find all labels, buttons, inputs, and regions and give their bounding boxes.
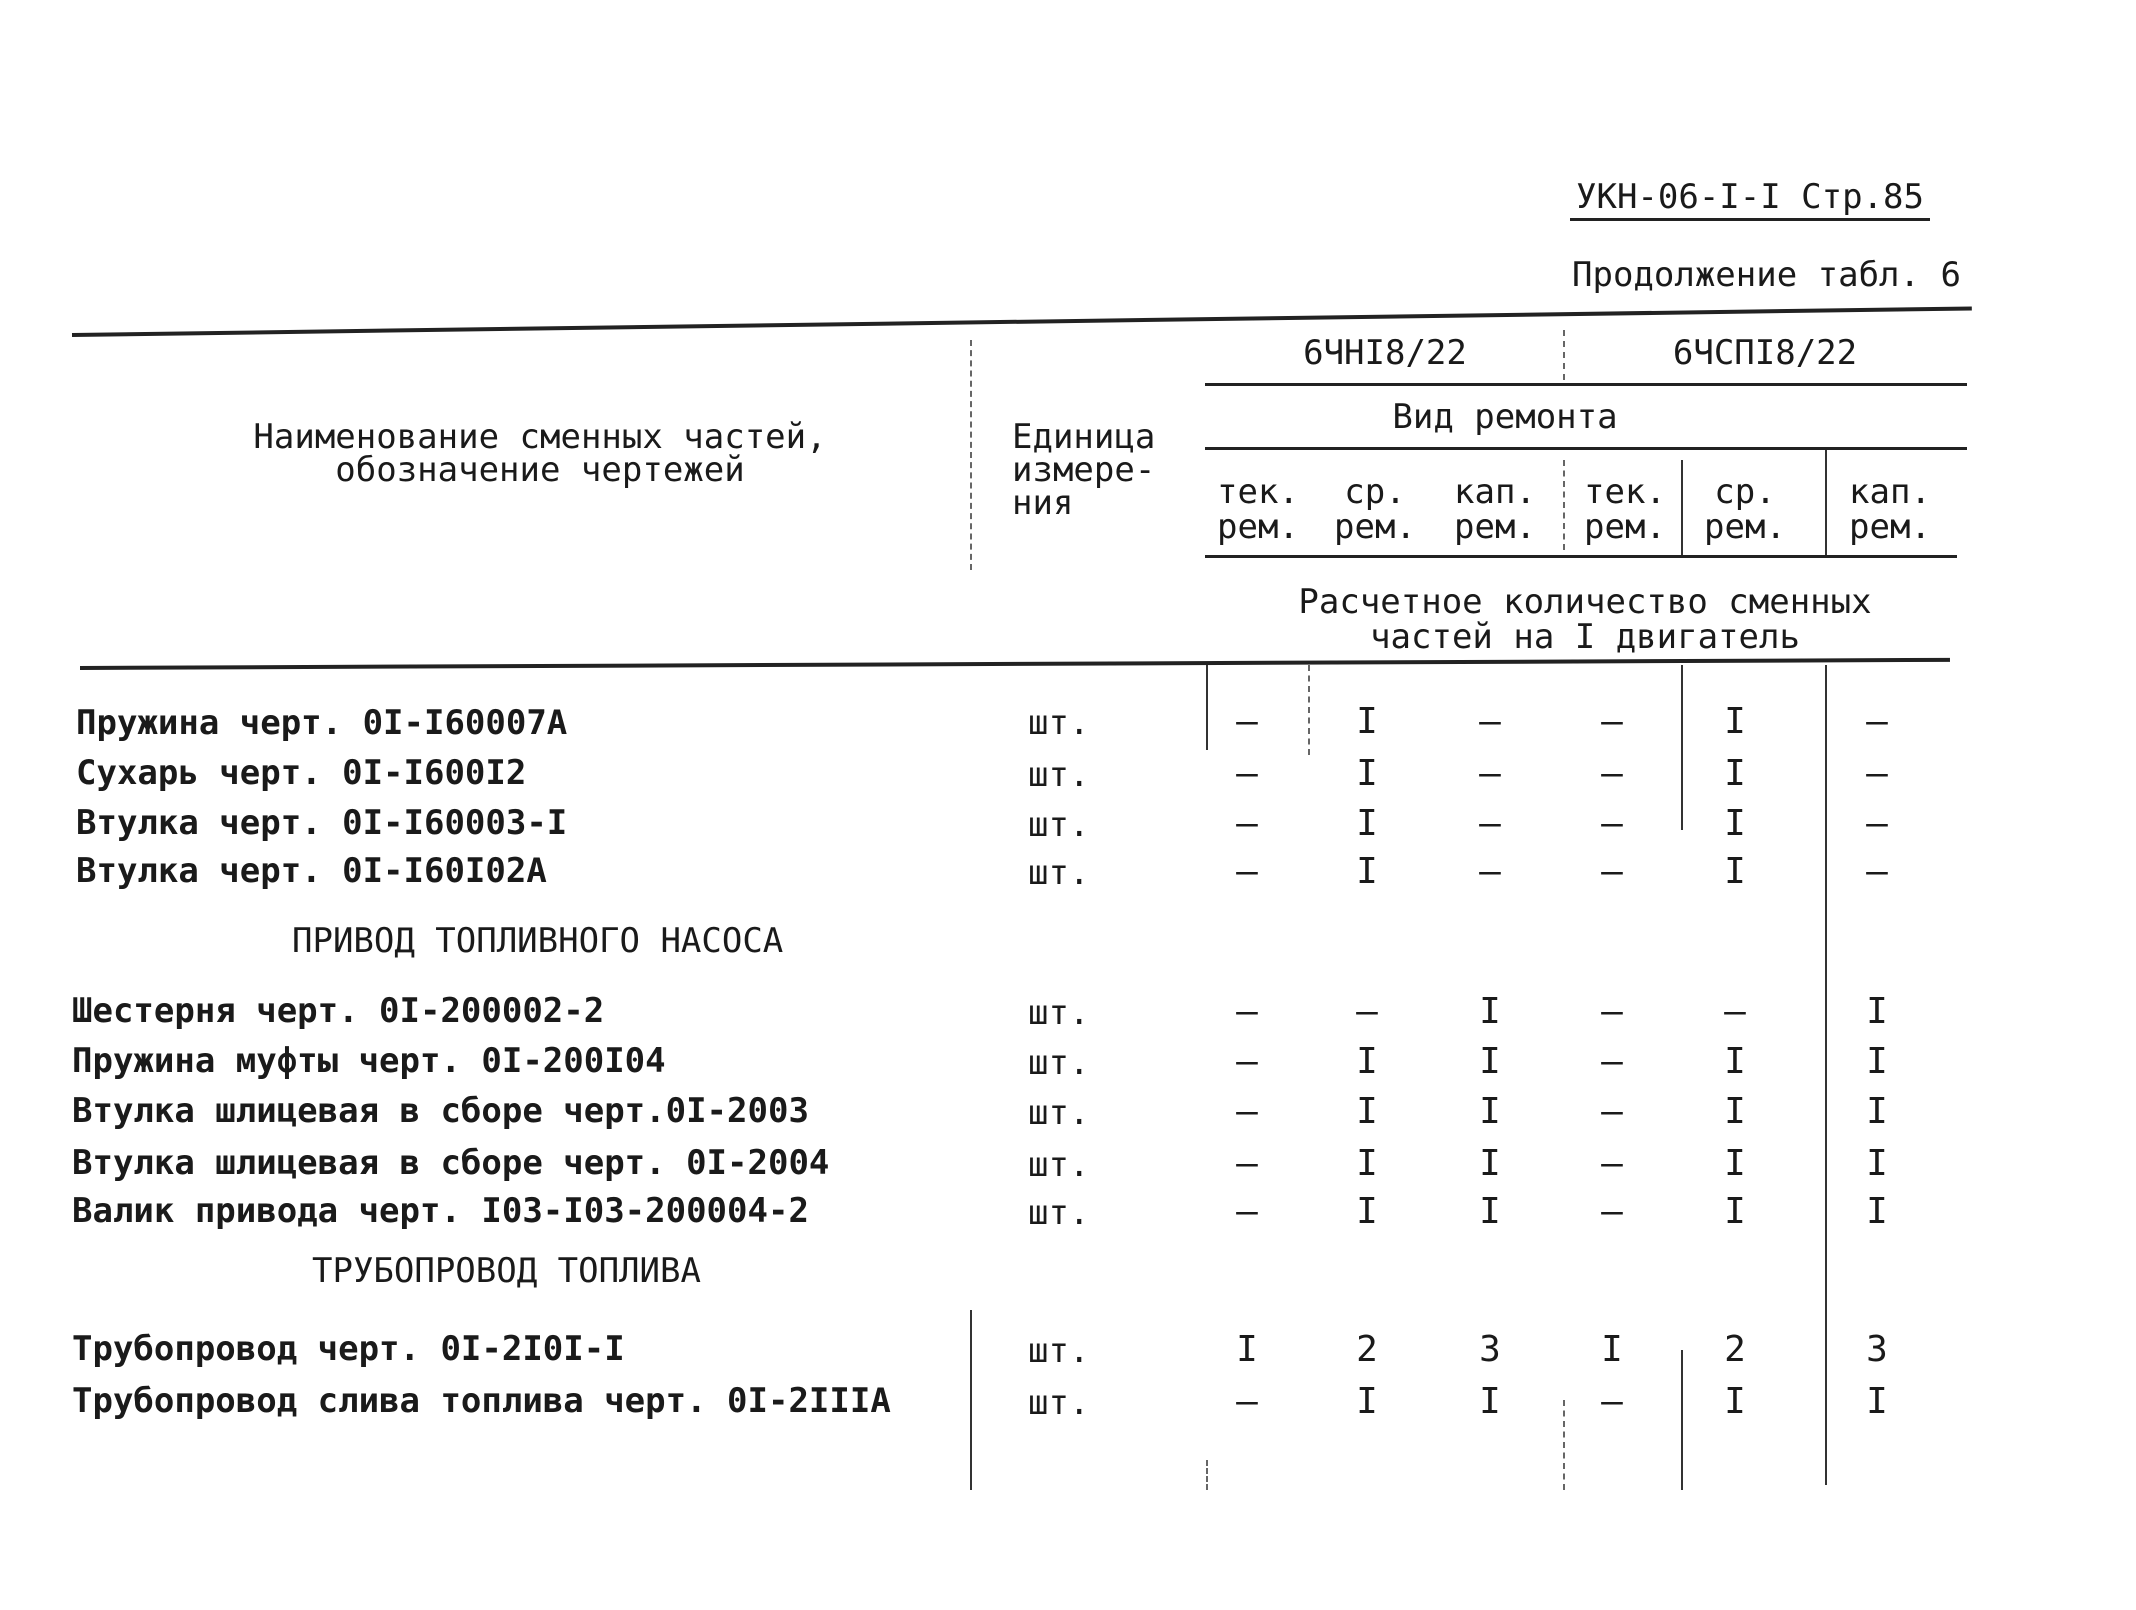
col5-divider-bottom (1681, 1350, 1683, 1490)
sub-header-3b: рем. (1454, 507, 1536, 547)
subheader-rule (1205, 555, 1957, 558)
col5-divider (1681, 460, 1683, 555)
qty-cell: – (1601, 701, 1623, 742)
unit: шт. (1028, 1043, 1090, 1083)
qty-cell: – (1236, 753, 1258, 794)
part-name: Пружина муфты черт. 0I-200I04 (72, 1041, 666, 1081)
part-name: Валик привода черт. I03-I03-200004-2 (72, 1191, 809, 1231)
qty-cell: – (1236, 1381, 1258, 1422)
qty-cell: 2 (1724, 1329, 1746, 1370)
qty-cell: I (1356, 851, 1378, 892)
qty-cell: I (1479, 1041, 1501, 1082)
qty-header-line2: частей на I двигатель (1370, 617, 1800, 657)
unit: шт. (1028, 703, 1090, 743)
qty-cell: – (1866, 851, 1888, 892)
section-title-fuel-pipeline: ТРУБОПРОВОД ТОПЛИВА (312, 1251, 701, 1291)
qty-cell: I (1724, 803, 1746, 844)
qty-cell: I (1724, 1041, 1746, 1082)
qty-cell: – (1866, 701, 1888, 742)
qty-cell: – (1724, 991, 1746, 1032)
qty-cell: I (1236, 1329, 1258, 1370)
sub-header-5b: рем. (1704, 507, 1786, 547)
qty-cell: – (1236, 1091, 1258, 1132)
qty-cell: – (1479, 851, 1501, 892)
header-bottom-rule (80, 658, 1950, 670)
sub-header-5a: ср. (1714, 472, 1776, 512)
qty-cell: I (1479, 991, 1501, 1032)
qty-cell: I (1866, 1191, 1888, 1232)
part-name: Втулка черт. 0I-I60I02A (76, 851, 547, 891)
repair-type-header: Вид ремонта (1392, 397, 1618, 437)
unit: шт. (1028, 1193, 1090, 1233)
qty-cell: I (1724, 851, 1746, 892)
unit-column-divider-bottom (970, 1310, 972, 1490)
unit: шт. (1028, 853, 1090, 893)
qty-cell: – (1601, 1381, 1623, 1422)
section-title-fuel-pump-drive: ПРИВОД ТОПЛИВНОГО НАСОСА (292, 921, 784, 961)
unit: шт. (1028, 1145, 1090, 1185)
part-name: Втулка шлицевая в сборе черт. 0I-2004 (72, 1143, 830, 1183)
part-name: Шестерня черт. 0I-200002-2 (72, 991, 605, 1031)
qty-cell: – (1236, 1191, 1258, 1232)
sub-header-4b: рем. (1584, 507, 1666, 547)
qty-cell: I (1866, 1381, 1888, 1422)
unit: шт. (1028, 993, 1090, 1033)
qty-cell: I (1724, 1091, 1746, 1132)
qty-cell: – (1479, 803, 1501, 844)
qty-cell: I (1356, 753, 1378, 794)
engine2-header: 6ЧСПI8/22 (1672, 333, 1858, 373)
sub-header-1b: рем. (1217, 507, 1299, 547)
engine-rule (1205, 383, 1967, 386)
unit: шт. (1028, 1093, 1090, 1133)
qty-cell: – (1356, 991, 1378, 1032)
part-name: Пружина черт. 0I-I60007A (76, 703, 568, 743)
qty-cell: – (1601, 991, 1623, 1032)
qty-cell: – (1479, 753, 1501, 794)
col-name-header-line2: обозначение чертежей (335, 450, 745, 490)
col-name-header-line1: Наименование сменных частей, (253, 417, 827, 457)
part-name: Трубопровод слива топлива черт. 0I-2IIIA (72, 1381, 891, 1421)
engine-divider (1563, 330, 1565, 380)
qty-cell: I (1356, 1381, 1378, 1422)
part-name: Сухарь черт. 0I-I600I2 (76, 753, 527, 793)
qty-cell: I (1479, 1091, 1501, 1132)
page-code: УКН-06-I-I Стр.85 (1570, 180, 1930, 221)
sub-header-1a: тек. (1217, 472, 1299, 512)
qty-cell: – (1601, 1041, 1623, 1082)
qty-cell: – (1236, 1143, 1258, 1184)
qty-cell: I (1724, 753, 1746, 794)
qty-cell: I (1866, 1143, 1888, 1184)
unit: шт. (1028, 805, 1090, 845)
qty-cell: I (1724, 1381, 1746, 1422)
qty-cell: – (1866, 753, 1888, 794)
qty-cell: I (1479, 1191, 1501, 1232)
qty-cell: – (1601, 1191, 1623, 1232)
qty-cell: I (1356, 1091, 1378, 1132)
col2-divider (1308, 665, 1310, 755)
qty-cell: – (1601, 753, 1623, 794)
qty-cell: I (1356, 701, 1378, 742)
qty-cell: I (1724, 701, 1746, 742)
sub-header-2a: ср. (1344, 472, 1406, 512)
qty-cell: I (1479, 1381, 1501, 1422)
engine-divider-sub (1563, 460, 1565, 550)
qty-cell: I (1866, 991, 1888, 1032)
qty-cell: – (1601, 851, 1623, 892)
part-name: Втулка черт. 0I-I60003-I (76, 803, 568, 843)
sub-header-4a: тек. (1584, 472, 1666, 512)
qty-cell: I (1479, 1143, 1501, 1184)
unit-column-divider-top (970, 340, 972, 570)
sub-header-6b: рем. (1849, 507, 1931, 547)
col-unit-header-line3: ния (1012, 483, 1074, 523)
qty-column-divider-lower (1206, 1460, 1208, 1490)
qty-cell: I (1724, 1191, 1746, 1232)
repair-type-rule (1205, 447, 1967, 450)
sub-header-2b: рем. (1334, 507, 1416, 547)
col-unit-header-line1: Единица (1012, 417, 1156, 457)
sub-header-6a: кап. (1849, 472, 1931, 512)
unit: шт. (1028, 1383, 1090, 1423)
qty-cell: – (1236, 701, 1258, 742)
qty-cell: 2 (1356, 1329, 1378, 1370)
qty-cell: – (1236, 1041, 1258, 1082)
qty-cell: – (1601, 1143, 1623, 1184)
unit: шт. (1028, 755, 1090, 795)
qty-cell: I (1866, 1091, 1888, 1132)
qty-cell: – (1236, 803, 1258, 844)
qty-cell: I (1866, 1041, 1888, 1082)
qty-cell: – (1236, 991, 1258, 1032)
qty-cell: 3 (1866, 1329, 1888, 1370)
qty-cell: – (1479, 701, 1501, 742)
qty-cell: – (1866, 803, 1888, 844)
table-continuation-label: Продолжение табл. 6 (1572, 255, 1961, 295)
qty-cell: I (1724, 1143, 1746, 1184)
part-name: Втулка шлицевая в сборе черт.0I-2003 (72, 1091, 809, 1131)
qty-cell: I (1356, 1143, 1378, 1184)
sub-header-3a: кап. (1454, 472, 1536, 512)
unit: шт. (1028, 1331, 1090, 1371)
qty-cell: I (1601, 1329, 1623, 1370)
qty-cell: – (1601, 1091, 1623, 1132)
qty-cell: I (1356, 1191, 1378, 1232)
qty-cell: I (1356, 1041, 1378, 1082)
col-unit-header-line2: измере- (1012, 450, 1156, 490)
engine1-header: 6ЧНI8/22 (1303, 333, 1467, 373)
qty-header-line1: Расчетное количество сменных (1298, 582, 1872, 622)
qty-cell: I (1356, 803, 1378, 844)
col6-divider (1825, 450, 1827, 555)
part-name: Трубопровод черт. 0I-2I0I-I (72, 1329, 625, 1369)
qty-cell: – (1236, 851, 1258, 892)
qty-cell: – (1601, 803, 1623, 844)
qty-cell: 3 (1479, 1329, 1501, 1370)
